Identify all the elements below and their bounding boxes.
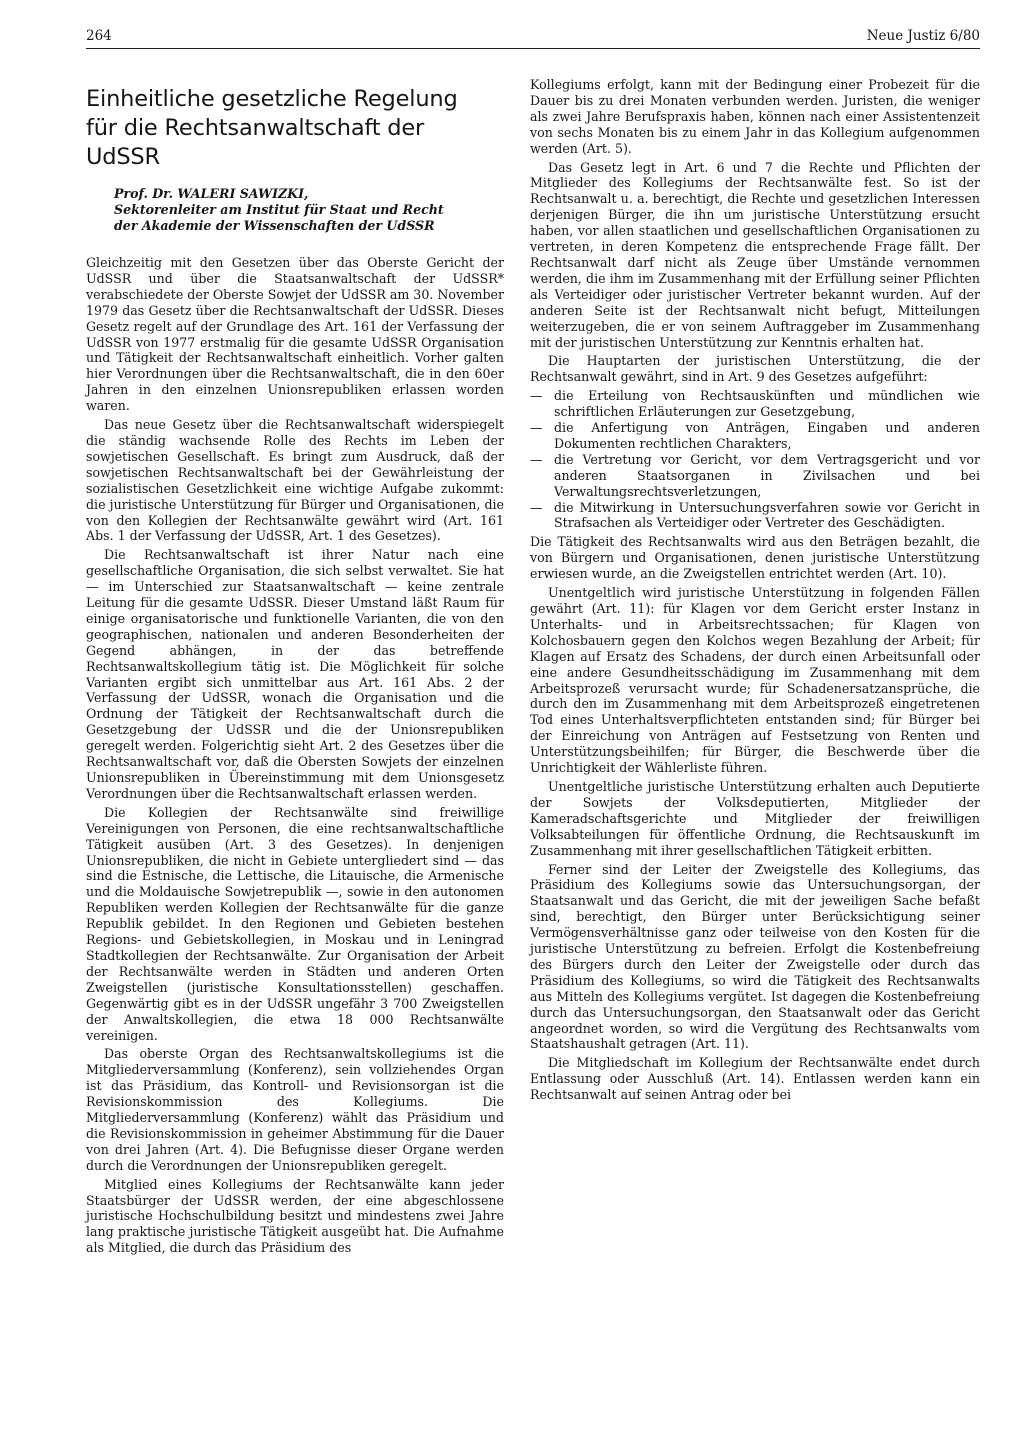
page-number: 264	[86, 28, 112, 44]
list-item: — die Anfertigung von Anträgen, Eingaben und anderen Dokumenten rechtlichen Charakters,	[530, 420, 980, 452]
left-column	[86, 85, 504, 1259]
paragraph: Das Gesetz legt in Art. 6 und 7 die Rechte und Pflichten der Mitglieder des Kollegiums der Rechtsanwälte fest. So ist der Rechtsanwalt u. a. berechtigt, die Rechte und gesetzlichen Interessen derjenigen Bürger, die ihn um juristische Unterstützung ersucht haben, vor allen staatlichen und gesellschaftlichen Organisationen zu vertreten, in deren Kompetenz die entsprechende Frage fällt. Der Rechtsanwalt darf nicht als Zeuge über Umstände vernommen werden, die ihm im Zusammenhang mit der Erfüllung seiner Pflichten als Verteidiger oder juristischer Vertreter bekannt wurden. Auf der anderen Seite ist der Rechtsanwalt nicht befugt, Mitteilungen weiterzugeben, die er von seinem Auftraggeber im Zusammenhang mit der juristischen Unterstützung zur Kenntnis erhalten hat.	[530, 159, 980, 350]
article-title-line: für die Rechtsanwaltschaft der UdSSR	[86, 115, 425, 170]
list-item: — die Erteilung von Rechtsauskünften und mündlichen wie schriftlichen Erläuterungen zur Gesetzgebung,	[530, 388, 980, 420]
paragraph: Das neue Gesetz über die Rechtsanwaltschaft widerspiegelt die ständig wachsende Rolle des Rechts im Leben der sowjetischen Gesellschaft. Es bringt zum Ausdruck, daß der sowjetischen Rechtsanwaltschaft bei der Gewährleistung der sozialistischen Gesetzlichkeit eine wichtige Aufgabe zukommt: die juristische Unterstützung für Bürger und Organisationen, die von den Kollegien der Rechtsanwälte gewährt wird (Art. 161 Abs. 1 der Verfassung der UdSSR, Art. 1 des Gesetzes).	[86, 417, 504, 544]
article-title	[86, 85, 504, 172]
list-item: — die Mitwirkung in Untersuchungsverfahren sowie vor Gericht in Strafsachen als Verteidiger oder Vertreter des Geschädigten.	[530, 500, 980, 532]
paragraph: Gleichzeitig mit den Gesetzen über das Oberste Gericht der UdSSR und über die Staatsanwaltschaft der UdSSR* verabschiedete der Oberste Sowjet der UdSSR am 30. November 1979 das Gesetz über die Rechtsanwaltschaft der UdSSR. Dieses Gesetz regelt auf der Grundlage des Art. 161 der Verfassung der UdSSR von 1977 erstmalig für die gesamte UdSSR Organisation und Tätigkeit der Rechtsanwaltschaft einheitlich. Vorher galten hier Verordnungen über die Rechtsanwaltschaft, die in den 60er Jahren in den einzelnen Unionsrepubliken erlassen worden waren.	[86, 255, 504, 414]
paragraph: Die Kollegien der Rechtsanwälte sind freiwillige Vereinigungen von Personen, die eine rechtsanwaltschaftliche Tätigkeit ausüben (Art. 3 des Gesetzes). In denjenigen Unionsrepubliken, die nicht in Gebiete untergliedert sind — das sind die Estnische, die Lettische, die Litauische, die Armenische und die Moldauische Sowjetrepublik —, sowie in den autonomen Republiken werden Kollegien der Rechtsanwälte für die ganze Republik gebildet. In den Regionen und Gebieten bestehen Regions- und Gebietskollegien, in Moskau und in Leningrad Stadtkollegien der Rechtsanwälte. Zur Organisation der Arbeit der Rechtsanwälte werden in Städten und anderen Orten Zweigstellen (juristische Konsultationsstellen) geschaffen. Gegenwärtig gibt es in der UdSSR ungefähr 3 700 Zweigstellen der Anwaltskollegien, die etwa 18 000 Rechtsanwälte vereinigen.	[86, 804, 504, 1043]
journal-issue: Neue Justiz 6/80	[866, 28, 980, 44]
list-item: — die Vertretung vor Gericht, vor dem Vertragsgericht und vor anderen Staatsorganen in Zivilsachen und bei Verwaltungsrechtsverletzungen,	[530, 452, 980, 500]
paragraph: Kollegiums erfolgt, kann mit der Bedingung einer Probezeit für die Dauer bis zu drei Monaten verbunden werden. Juristen, die weniger als zwei Jahre Berufspraxis haben, können nach einer Assistentenzeit von sechs Monaten bis zu einem Jahr in das Kollegium aufgenommen werden (Art. 5).	[530, 77, 980, 156]
paragraph: Die Mitgliedschaft im Kollegium der Rechtsanwälte endet durch Entlassung oder Ausschluß (Art. 14). Entlassen werden kann ein Rechtsanwalt auf seinen Antrag oder bei	[530, 1055, 980, 1103]
paragraph: Die Tätigkeit des Rechtsanwalts wird aus den Beträgen bezahlt, die von Bürgern und Organisationen, denen juristische Unterstützung erwiesen wurde, an die Zweigstellen entrichtet werden (Art. 10).	[530, 534, 980, 582]
paragraph: Unentgeltliche juristische Unterstützung erhalten auch Deputierte der Sowjets der Volksdeputierten, Mitglieder der Kameradschaftsgerichte und Mitglieder der freiwilligen Volksabteilungen für öffentliche Ordnung, die Rechtsauskunft im Zusammenhang mit ihrer gesellschaftlichen Tätigkeit erbitten.	[530, 778, 980, 858]
support-types-list	[530, 388, 980, 531]
header-rule	[86, 48, 980, 49]
paragraph: Die Hauptarten der juristischen Unterstützung, die der Rechtsanwalt gewährt, sind in Art. 9 des Gesetzes aufgeführt:	[530, 353, 980, 385]
paragraph: Unentgeltlich wird juristische Unterstützung in folgenden Fällen gewährt (Art. 11): für Klagen vor dem Gericht erster Instanz in Unterhalts- und in Arbeitsrechtssachen; für Klagen von Kolchosbauern gegen den Kolchos wegen Bezahlung der Arbeit; für Klagen auf Ersatz des Schadens, der durch einen Arbeitsunfall oder eine andere Gesundheitsschädigung im Zusammenhang mit dem Arbeitsprozeß verursacht wurde; für Schadenersatzansprüche, die durch den im Zusammenhang mit dem Arbeitsprozeß eingetretenen Tod eines Unterhaltsverpflichteten entstanden sind; für Bürger bei der Einreichung von Anträgen auf Festsetzung von Renten und Unterstützungsbeihilfen; für Bürger, die Beschwerde über die Unrichtigkeit der Wählerliste führen.	[530, 585, 980, 776]
author-institution: der Akademie der Wissenschaften der UdSSR	[114, 218, 435, 233]
paragraph: Das oberste Organ des Rechtsanwaltskollegiums ist die Mitgliederversammlung (Konferenz), sein vollziehendes Organ ist das Präsidium, das Kontroll- und Revisionsorgan ist die Revisionskommission des Kollegiums. Die Mitgliederversammlung (Konferenz) wählt das Präsidium und die Revisionskommission in geheimer Abstimmung für die Dauer von drei Jahren (Art. 4). Die Befugnisse dieser Organe werden durch die Verordnungen der Unionsrepubliken geregelt.	[86, 1046, 504, 1173]
author-position: Sektorenleiter am Institut für Staat und Recht	[114, 202, 444, 217]
author-name: Prof. Dr. WALERI SAWIZKI,	[114, 186, 309, 201]
right-column	[530, 77, 980, 1106]
author-byline	[86, 186, 504, 234]
article-title-line: Einheitliche gesetzliche Regelung	[86, 86, 458, 112]
paragraph: Mitglied eines Kollegiums der Rechtsanwälte kann jeder Staatsbürger der UdSSR werden, der eine abgeschlossene juristische Hochschulbildung besitzt und mindestens zwei Jahre lang praktische juristische Tätigkeit ausgeübt hat. Die Aufnahme als Mitglied, die durch das Präsidium des	[86, 1176, 504, 1256]
paragraph: Die Rechtsanwaltschaft ist ihrer Natur nach eine gesellschaftliche Organisation, die sich selbst verwaltet. Sie hat — im Unterschied zur Staatsanwaltschaft — keine zentrale Leitung für die gesamte UdSSR. Dieser Umstand läßt Raum für einige organisatorische und funktionelle Varianten, die von den geographischen, nationalen und anderen Besonderheiten der Gegend abhängen, in der das betreffende Rechtsanwaltskollegium tätig ist. Die Möglichkeit für solche Varianten ergibt sich unmittelbar aus Art. 161 Abs. 2 der Verfassung der UdSSR, wonach die Organisation und die Ordnung der Tätigkeit der Rechtsanwaltschaft durch die Gesetzgebung der UdSSR und die der Unionsrepubliken geregelt werden. Folgerichtig sieht Art. 2 des Gesetzes über die Rechtsanwaltschaft vor, daß die Obersten Sowjets der einzelnen Unionsrepubliken in Übereinstimmung mit dem Unionsgesetz Verordnungen über die Rechtsanwaltschaft erlassen werden.	[86, 547, 504, 801]
paragraph: Ferner sind der Leiter der Zweigstelle des Kollegiums, das Präsidium des Kollegiums sowie das Untersuchungsorgan, der Staatsanwalt und das Gericht, die mit der jeweiligen Sache befaßt sind, berechtigt, den Bürger unter Berücksichtigung seiner Vermögensverhältnisse ganz oder teilweise von den Kosten für die juristische Unterstützung zu befreien. Erfolgt die Kostenbefreiung des Bürgers durch den Leiter der Zweigstelle oder durch das Präsidium des Kollegiums, so wird die Tätigkeit des Rechtsanwalts aus Mitteln des Kollegiums vergütet. Ist dagegen die Kostenbefreiung durch das Untersuchungsorgan, den Staatsanwalt oder das Gericht angeordnet worden, so wird die Vergütung des Rechtsanwalts vom Staatshaushalt getragen (Art. 11).	[530, 861, 980, 1052]
